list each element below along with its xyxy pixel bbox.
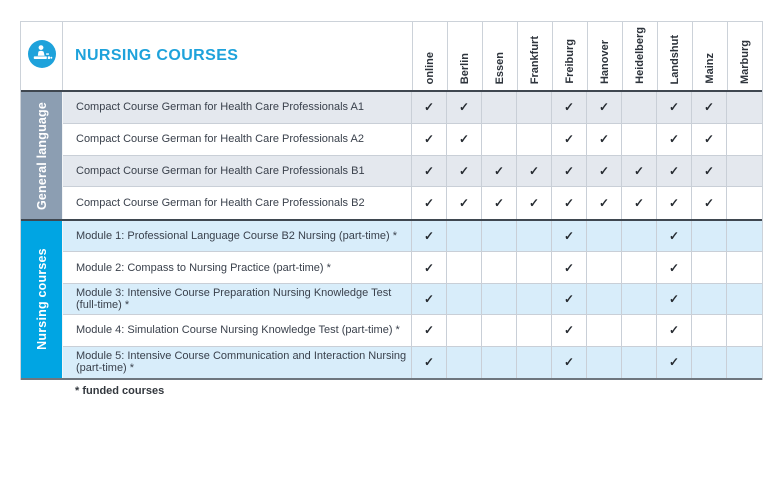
- availability-cell: [727, 92, 762, 123]
- availability-cell: [727, 221, 762, 251]
- column-header-hanover: [587, 22, 622, 90]
- availability-cell: [727, 156, 762, 187]
- availability-cell: [622, 347, 657, 378]
- availability-cell: [447, 347, 482, 378]
- table-title-cell: [63, 22, 412, 90]
- availability-cell: ✓: [692, 92, 727, 123]
- nursing-courses-availability-table: [20, 21, 763, 380]
- column-header-berlin: [447, 22, 482, 90]
- availability-cell: ✓: [622, 156, 657, 187]
- availability-cell: [517, 252, 552, 282]
- column-header-label: Mainz: [704, 53, 716, 84]
- column-header-label: online: [424, 51, 436, 84]
- availability-cell: ✓: [447, 124, 482, 155]
- availability-cell: [482, 92, 517, 123]
- section-label-general-language: [21, 92, 63, 219]
- course-name: Compact Course German for Health Care Professionals B2: [63, 187, 412, 219]
- availability-cell: [727, 284, 762, 314]
- availability-cell: [587, 252, 622, 282]
- column-header-mainz: [692, 22, 727, 90]
- column-header-essen: [482, 22, 517, 90]
- course-name: Module 5: Intensive Course Communication and Interaction Nursing (part-time) *: [63, 347, 412, 378]
- availability-cell: ✓: [552, 221, 587, 251]
- availability-cell: ✓: [552, 315, 587, 345]
- table-row: [63, 284, 762, 315]
- availability-cell: ✓: [587, 92, 622, 123]
- header-icon-cell: [21, 22, 63, 90]
- availability-cell: ✓: [552, 156, 587, 187]
- availability-cell: [482, 315, 517, 345]
- availability-cell: ✓: [517, 156, 552, 187]
- availability-cell: ✓: [657, 221, 692, 251]
- availability-cell: [482, 347, 517, 378]
- availability-cell: [727, 124, 762, 155]
- availability-cell: [517, 221, 552, 251]
- availability-cell: ✓: [412, 284, 447, 314]
- availability-cell: [482, 221, 517, 251]
- course-name: Compact Course German for Health Care Professionals B1: [63, 156, 412, 187]
- availability-cell: ✓: [552, 252, 587, 282]
- availability-cell: [517, 124, 552, 155]
- availability-cell: [727, 315, 762, 345]
- availability-cell: ✓: [587, 156, 622, 187]
- availability-cell: ✓: [657, 187, 692, 219]
- availability-cell: [482, 252, 517, 282]
- availability-cell: ✓: [412, 92, 447, 123]
- column-header-label: Heidelberg: [634, 27, 646, 84]
- table-body: [21, 92, 762, 380]
- availability-cell: [517, 315, 552, 345]
- availability-cell: ✓: [657, 284, 692, 314]
- section-label-nursing-courses: [21, 221, 63, 378]
- section-general-language: [21, 92, 762, 219]
- availability-cell: [622, 315, 657, 345]
- availability-cell: ✓: [587, 187, 622, 219]
- availability-cell: ✓: [447, 156, 482, 187]
- availability-cell: [447, 221, 482, 251]
- availability-cell: [587, 315, 622, 345]
- availability-cell: ✓: [412, 315, 447, 345]
- table-row: [63, 221, 762, 252]
- availability-cell: [692, 252, 727, 282]
- availability-cell: ✓: [692, 124, 727, 155]
- availability-cell: [587, 347, 622, 378]
- availability-cell: [482, 284, 517, 314]
- availability-cell: ✓: [692, 156, 727, 187]
- column-header-label: Hanover: [599, 39, 611, 84]
- availability-cell: [447, 252, 482, 282]
- column-header-label: Frankfurt: [529, 35, 541, 84]
- column-header-frankfurt: [517, 22, 552, 90]
- availability-cell: [622, 92, 657, 123]
- funded-courses-footnote: * funded courses: [75, 385, 165, 397]
- availability-cell: ✓: [517, 187, 552, 219]
- availability-cell: ✓: [587, 124, 622, 155]
- course-name: Module 3: Intensive Course Preparation Nursing Knowledge Test (full-time) *: [63, 284, 412, 314]
- availability-cell: [692, 315, 727, 345]
- availability-cell: ✓: [552, 347, 587, 378]
- nurse-patient-care-icon: [28, 40, 56, 73]
- availability-cell: ✓: [657, 252, 692, 282]
- column-header-label: Berlin: [459, 52, 471, 84]
- table-row: [63, 187, 762, 219]
- course-name: Compact Course German for Health Care Professionals A1: [63, 92, 412, 123]
- course-name: Module 4: Simulation Course Nursing Knowledge Test (part-time) *: [63, 315, 412, 345]
- table-row: [63, 252, 762, 283]
- section-rows: [63, 92, 762, 219]
- course-name: Compact Course German for Health Care Professionals A2: [63, 124, 412, 155]
- availability-cell: [727, 347, 762, 378]
- section-nursing-courses: [21, 221, 762, 378]
- table-row: [63, 92, 762, 124]
- section-label-text: Nursing courses: [34, 248, 49, 351]
- availability-cell: [622, 252, 657, 282]
- table-row: [63, 347, 762, 378]
- column-header-label: Freiburg: [564, 39, 576, 84]
- section-rows: [63, 221, 762, 378]
- availability-cell: [692, 221, 727, 251]
- column-header-label: Landshut: [669, 34, 681, 84]
- availability-cell: ✓: [412, 124, 447, 155]
- course-name: Module 1: Professional Language Course B2 Nursing (part-time) *: [63, 221, 412, 251]
- availability-cell: ✓: [412, 252, 447, 282]
- availability-cell: [517, 92, 552, 123]
- availability-cell: ✓: [657, 156, 692, 187]
- availability-cell: [517, 347, 552, 378]
- page-title: NURSING COURSES: [75, 47, 239, 64]
- availability-cell: ✓: [412, 156, 447, 187]
- availability-cell: ✓: [412, 187, 447, 219]
- availability-cell: [482, 124, 517, 155]
- availability-cell: [447, 315, 482, 345]
- column-header-landshut: [657, 22, 692, 90]
- column-header-online: [412, 22, 447, 90]
- availability-cell: [622, 284, 657, 314]
- availability-cell: [517, 284, 552, 314]
- availability-cell: ✓: [692, 187, 727, 219]
- availability-cell: ✓: [657, 315, 692, 345]
- availability-cell: ✓: [552, 187, 587, 219]
- availability-cell: [622, 124, 657, 155]
- availability-cell: ✓: [447, 187, 482, 219]
- table-row: [63, 156, 762, 188]
- availability-cell: ✓: [447, 92, 482, 123]
- availability-cell: [727, 252, 762, 282]
- availability-cell: [447, 284, 482, 314]
- availability-cell: ✓: [482, 156, 517, 187]
- availability-cell: [587, 221, 622, 251]
- availability-cell: ✓: [552, 92, 587, 123]
- course-name: Module 2: Compass to Nursing Practice (part-time) *: [63, 252, 412, 282]
- availability-cell: ✓: [482, 187, 517, 219]
- availability-cell: [692, 284, 727, 314]
- availability-cell: ✓: [552, 284, 587, 314]
- section-separator: [21, 378, 762, 380]
- column-header-marburg: [727, 22, 762, 90]
- availability-cell: ✓: [412, 221, 447, 251]
- availability-cell: [727, 187, 762, 219]
- section-label-text: General language: [34, 101, 49, 210]
- availability-cell: ✓: [657, 92, 692, 123]
- table-row: [63, 124, 762, 156]
- availability-cell: [692, 347, 727, 378]
- column-header-freiburg: [552, 22, 587, 90]
- availability-cell: ✓: [657, 347, 692, 378]
- availability-cell: [587, 284, 622, 314]
- availability-cell: [622, 221, 657, 251]
- column-header-heidelberg: [622, 22, 657, 90]
- availability-cell: ✓: [412, 347, 447, 378]
- availability-cell: ✓: [622, 187, 657, 219]
- availability-cell: ✓: [552, 124, 587, 155]
- availability-cell: ✓: [657, 124, 692, 155]
- table-row: [63, 315, 762, 346]
- header-row: [21, 22, 762, 90]
- column-header-label: Essen: [494, 51, 506, 84]
- column-header-label: Marburg: [739, 40, 751, 84]
